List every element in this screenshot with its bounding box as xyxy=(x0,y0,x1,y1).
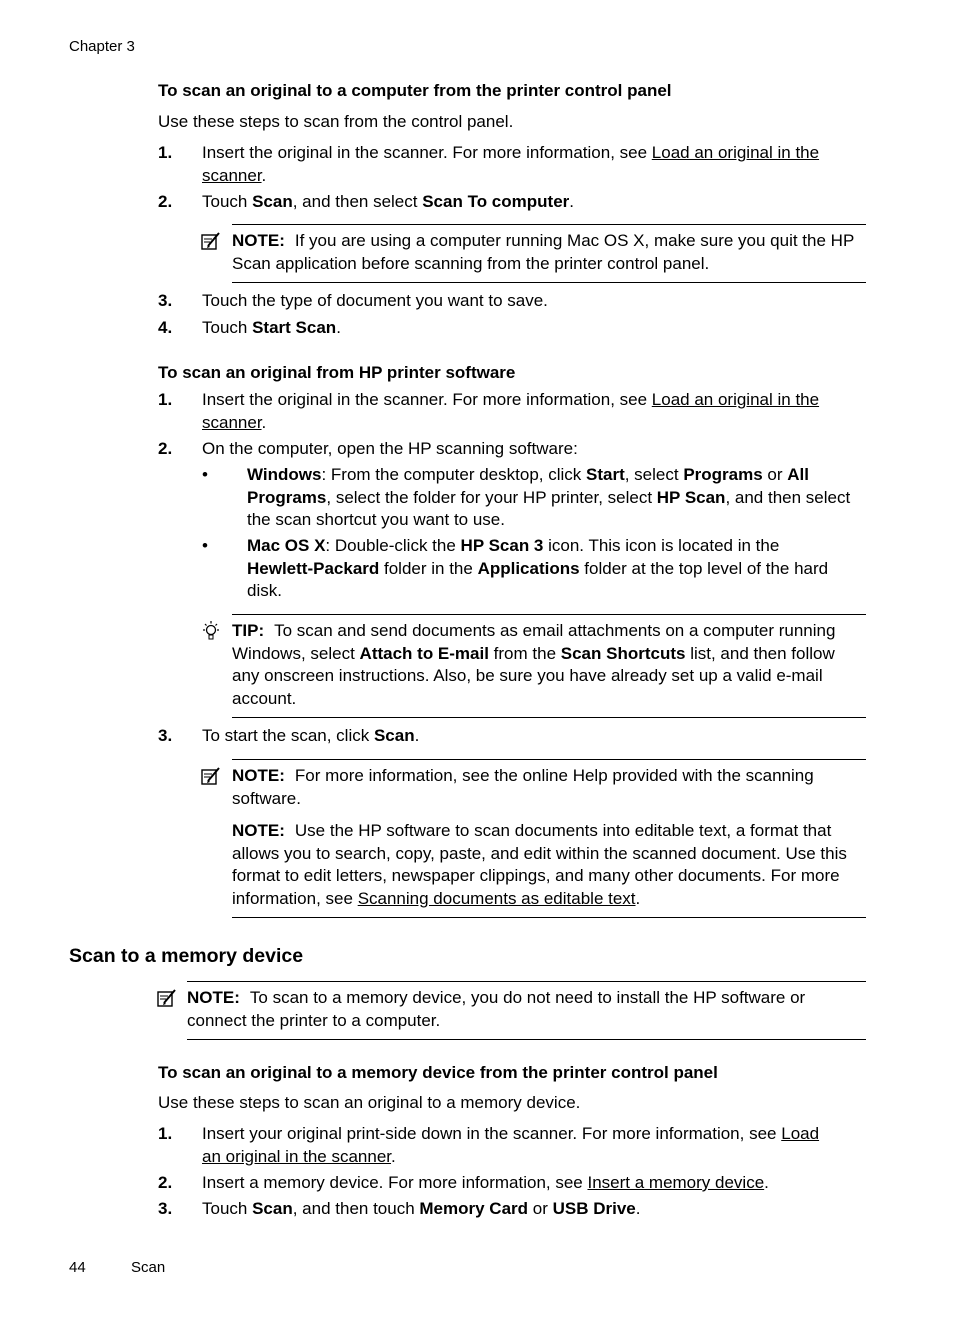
step-number: 3. xyxy=(158,1199,173,1218)
procedure-heading-scan-from-software: To scan an original from HP printer software xyxy=(158,363,516,382)
step-number: 1. xyxy=(158,143,173,162)
note-pencil-icon xyxy=(200,230,222,252)
note-rule-top xyxy=(232,759,866,760)
procedure-heading-scan-to-memory-device: To scan an original to a memory device from the printer control panel xyxy=(158,1063,718,1082)
step-1: 1. Insert the original in the scanner. For more information, see Load an original in the scanner. xyxy=(158,143,820,185)
note-text: For more information, see the online Help provided with the scanning software. xyxy=(232,766,814,808)
bullet-dot: • xyxy=(202,465,208,484)
step-number: 4. xyxy=(158,318,173,337)
note-rule-bottom xyxy=(187,1039,866,1040)
step-number: 2. xyxy=(158,192,173,211)
note-pencil-icon xyxy=(200,765,222,787)
step-2: 2. Insert a memory device. For more information, see Insert a memory device. xyxy=(158,1172,868,1195)
note-label: NOTE: xyxy=(232,821,285,840)
step-number: 3. xyxy=(158,726,173,745)
note-rule-bottom xyxy=(232,917,866,918)
step-number: 1. xyxy=(158,1124,173,1143)
step-2: 2. On the computer, open the HP scanning software: xyxy=(158,438,868,461)
tip-label: TIP: xyxy=(232,621,265,640)
note-label: NOTE: xyxy=(187,988,240,1007)
step-3: 3. Touch the type of document you want to save. xyxy=(158,290,868,313)
bullet-mac: • Mac OS X: Double-click the HP Scan 3 icon. This icon is located in the Hewlett-Packard folder in the Applications folder at the top level of the hard disk. xyxy=(202,536,829,600)
tip-rule-bottom xyxy=(232,717,866,718)
note-rule-bottom xyxy=(232,282,866,283)
intro-paragraph: Use these steps to scan an original to a memory device. xyxy=(158,1093,581,1112)
bullet-windows: • Windows: From the computer desktop, click Start, select Programs or All Programs, select the folder for your HP printer, select HP Scan, and then select the scan shortcut you want to use. xyxy=(202,465,851,529)
note-text: To scan to a memory device, you do not need to install the HP software or connect the printer to a computer. xyxy=(187,988,806,1030)
note-label: NOTE: xyxy=(232,231,285,250)
note-label: NOTE: xyxy=(232,766,285,785)
note-rule-top xyxy=(232,224,866,225)
step-number: 2. xyxy=(158,439,173,458)
step-4: 4. Touch Start Scan. xyxy=(158,317,868,340)
step-number: 1. xyxy=(158,390,173,409)
link-load-original[interactable]: Load an original in the scanner xyxy=(202,1124,820,1166)
running-header-chapter: Chapter 3 xyxy=(69,38,135,55)
link-editable-text[interactable]: Scanning documents as editable text xyxy=(357,888,636,908)
step-2: 2. Touch Scan, and then select Scan To computer. xyxy=(158,191,868,214)
note-rule-top xyxy=(187,981,866,982)
step-3: 3. To start the scan, click Scan. xyxy=(158,725,868,748)
lightbulb-icon xyxy=(200,620,222,642)
intro-paragraph: Use these steps to scan from the control panel. xyxy=(158,112,514,131)
footer-section-name: Scan xyxy=(131,1259,166,1276)
link-load-original[interactable]: Load an original in the scanner xyxy=(202,143,820,185)
note-pencil-icon xyxy=(156,987,178,1009)
footer-page-number: 44 xyxy=(69,1259,86,1276)
step-3: 3. Touch Scan, and then touch Memory Card or USB Drive. xyxy=(158,1198,868,1221)
step-1: 1. Insert the original in the scanner. For more information, see Load an original in the scanner. xyxy=(158,390,820,432)
step-number: 2. xyxy=(158,1173,173,1192)
step-1: 1. Insert your original print-side down in the scanner. For more information, see Load an original in the scanner. xyxy=(158,1124,820,1166)
note-text: If you are using a computer running Mac OS X, make sure you quit the HP Scan application before scanning from the printer control panel. xyxy=(232,231,854,273)
section-title-scan-to-memory-device: Scan to a memory device xyxy=(69,945,304,967)
step-number: 3. xyxy=(158,291,173,310)
tip-rule-top xyxy=(232,614,866,615)
link-insert-memory-device[interactable]: Insert a memory device xyxy=(587,1173,765,1192)
procedure-heading-scan-to-computer: To scan an original to a computer from the printer control panel xyxy=(158,81,672,100)
link-load-original[interactable]: Load an original in the scanner xyxy=(202,390,820,432)
bullet-dot: • xyxy=(202,536,208,555)
